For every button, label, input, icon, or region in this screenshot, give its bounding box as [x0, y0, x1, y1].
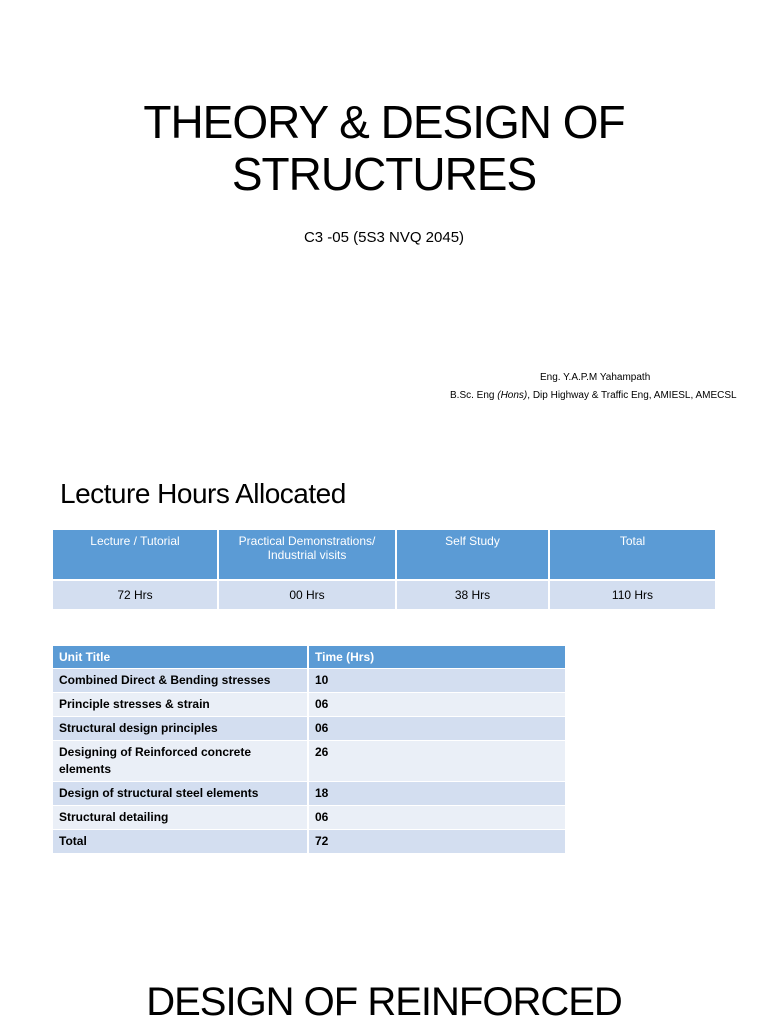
section-title: Lecture Hours Allocated	[60, 478, 346, 509]
unit-title: Designing of Reinforced concrete elements	[53, 740, 308, 781]
document-title	[0, 96, 768, 200]
title-line-2: STRUCTURES	[231, 148, 537, 200]
table-row	[53, 668, 565, 692]
units-header-title: Unit Title	[53, 646, 308, 668]
units-header-row	[53, 646, 565, 668]
unit-time: 06	[308, 692, 565, 716]
hours-header-row	[53, 530, 715, 580]
units-header-time: Time (Hrs)	[308, 646, 565, 668]
unit-time: 06	[308, 716, 565, 740]
author-name: Eng. Y.A.P.M Yahampath	[540, 372, 651, 383]
unit-time: 18	[308, 781, 565, 805]
unit-time: 26	[308, 740, 565, 781]
table-row-total	[53, 829, 565, 853]
table-row	[53, 716, 565, 740]
unit-time: 72	[308, 829, 565, 853]
hours-header-practical: Practical Demonstrations/ Industrial visits	[218, 530, 396, 580]
unit-time: 06	[308, 805, 565, 829]
unit-title: Structural design principles	[53, 716, 308, 740]
units-table	[53, 646, 565, 853]
hours-header-total: Total	[549, 530, 715, 580]
author-credentials	[450, 390, 737, 401]
unit-time: 10	[308, 668, 565, 692]
hours-header-lecture: Lecture / Tutorial	[53, 530, 218, 580]
table-row	[53, 781, 565, 805]
hours-value-practical: 00 Hrs	[218, 580, 396, 609]
hours-value-row	[53, 580, 715, 609]
unit-title: Structural detailing	[53, 805, 308, 829]
table-row	[53, 692, 565, 716]
hours-table	[53, 530, 715, 609]
hours-value-self-study: 38 Hrs	[396, 580, 549, 609]
hours-header-self-study: Self Study	[396, 530, 549, 580]
unit-title: Total	[53, 829, 308, 853]
hours-value-total: 110 Hrs	[549, 580, 715, 609]
course-code: C3 -05 (5S3 NVQ 2045)	[303, 229, 465, 246]
unit-title: Design of structural steel elements	[53, 781, 308, 805]
credentials-hons: (Hons)	[497, 390, 528, 401]
credentials-rest: , Dip Highway & Traffic Eng, AMIESL, AMECSL	[527, 390, 737, 401]
unit-title: Combined Direct & Bending stresses	[53, 668, 308, 692]
credentials-degree: B.Sc. Eng	[450, 390, 498, 401]
unit-title: Principle stresses & strain	[53, 692, 308, 716]
table-row	[53, 805, 565, 829]
next-slide-title: DESIGN OF REINFORCED	[146, 980, 622, 1024]
title-line-1: THEORY & DESIGN OF	[143, 96, 625, 148]
table-row	[53, 740, 565, 781]
hours-value-lecture: 72 Hrs	[53, 580, 218, 609]
